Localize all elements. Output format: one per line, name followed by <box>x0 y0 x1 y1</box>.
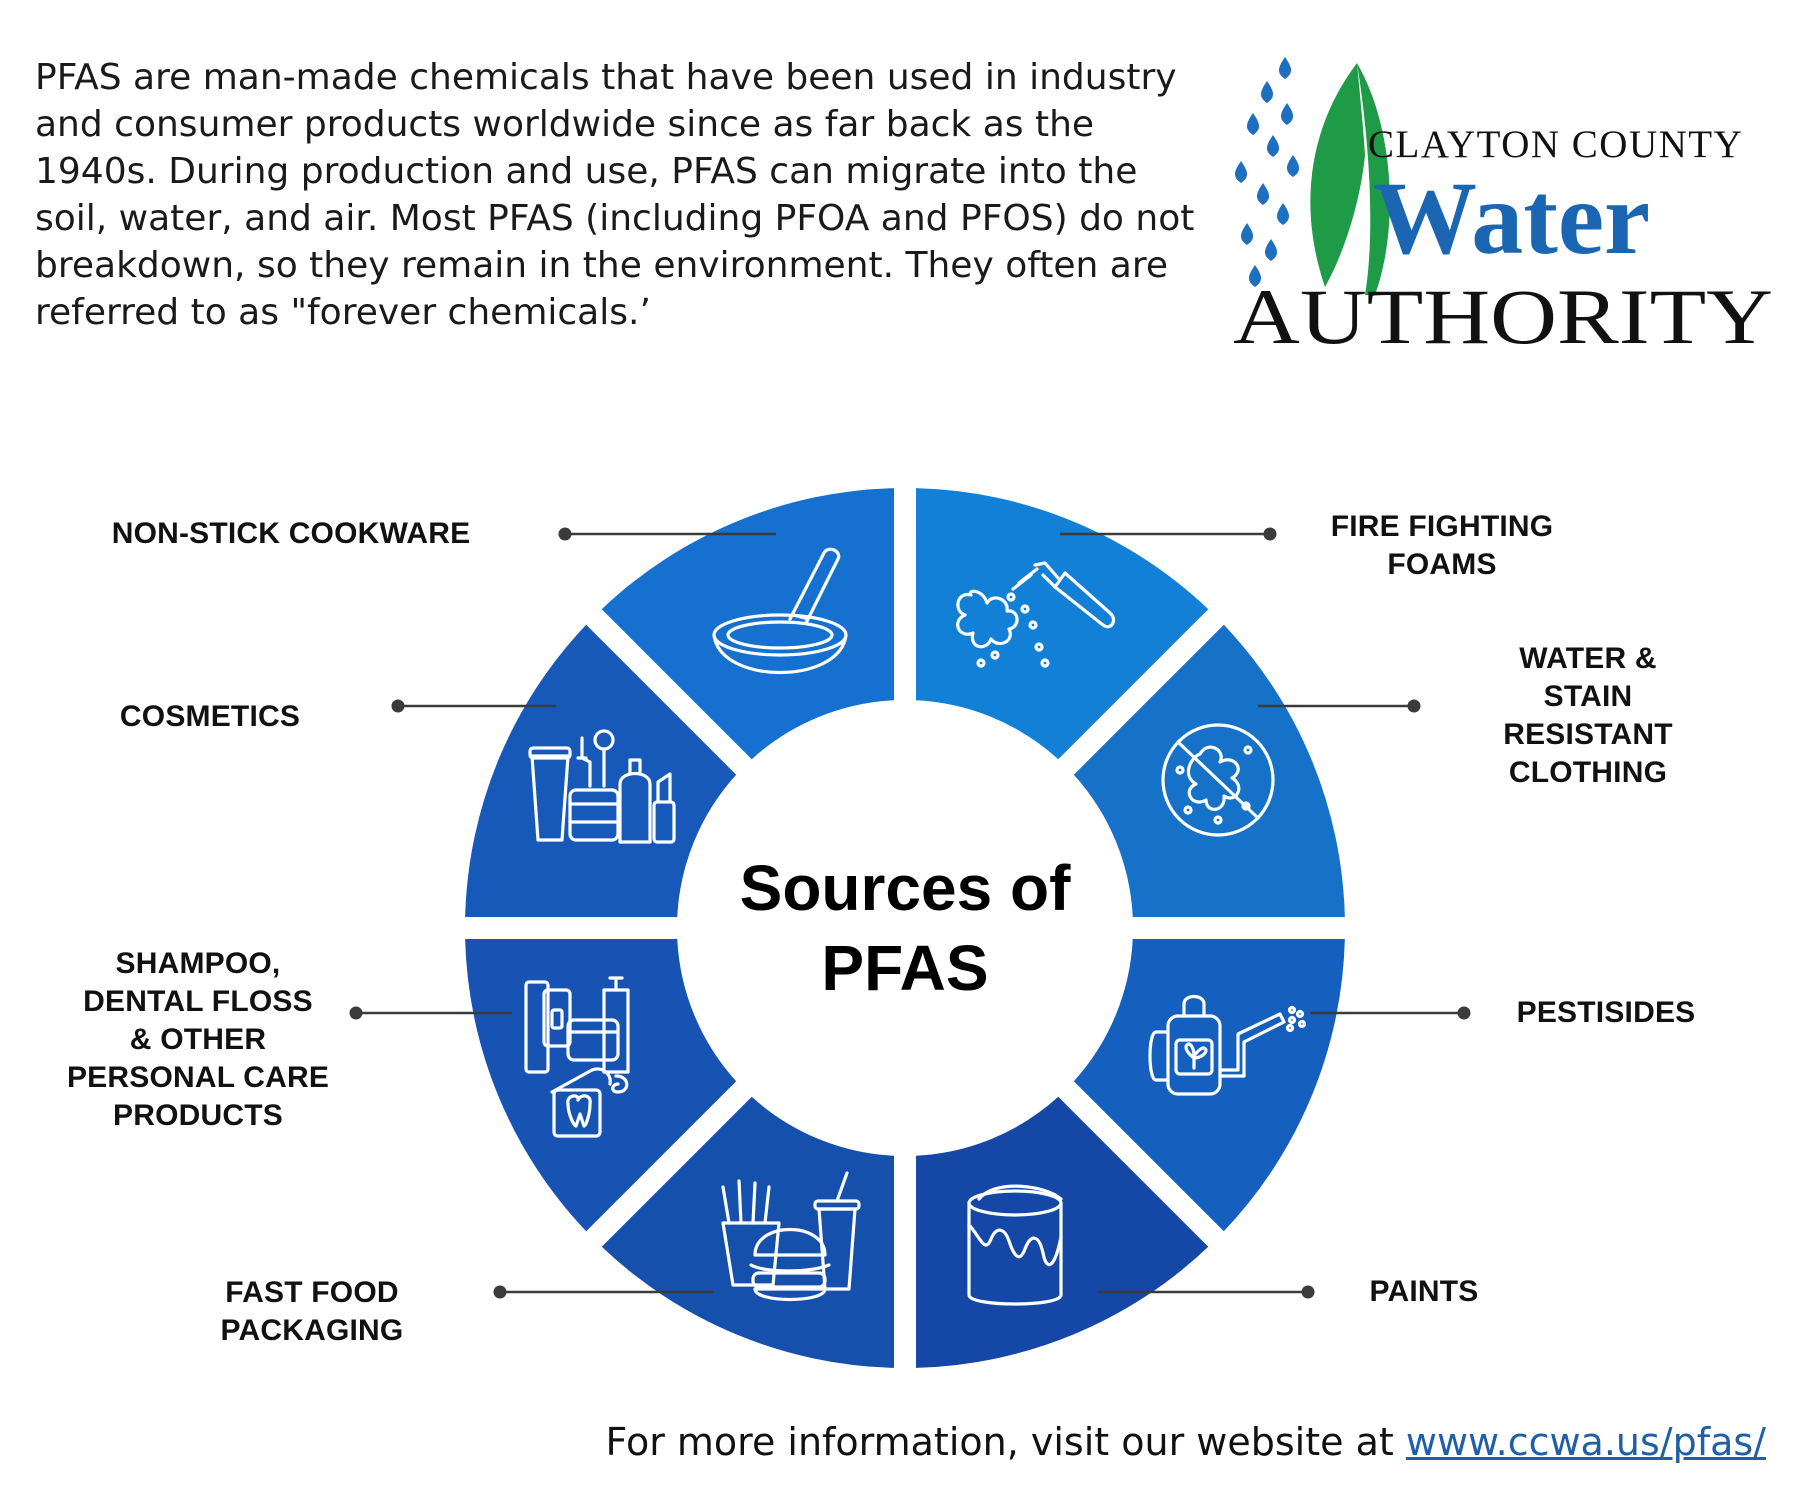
footer <box>605 1420 1766 1464</box>
label-paints: PAINTS <box>1369 1275 1479 1308</box>
logo-clayton-county: CLAYTON COUNTY <box>1368 123 1744 166</box>
label-cosmetics: COSMETICS <box>119 700 301 733</box>
label-fire-fighting-foams: FIRE FIGHTING FOAMS <box>1330 510 1554 581</box>
label-water-stain-clothing: WATER & STAIN RESISTANT CLOTHING <box>1503 642 1673 789</box>
footer-text: For more information, visit our website at <box>605 1420 1406 1464</box>
label-fast-food-packaging: FAST FOOD PACKAGING <box>220 1276 404 1347</box>
logo-authority: AUTHORITY <box>1233 273 1773 360</box>
logo-water: Water <box>1373 161 1651 276</box>
intro-paragraph: PFAS are man-made chemicals that have been used in industry and consumer products worldwide since as far back as the 1940s. During production and use, PFAS can migrate into the soil, water, and air. Most PFAS (including PFOA and PFOS) do not breakdown, so they remain in the environment. They often are referred to as "forever chemicals.’ <box>35 57 1195 333</box>
center-title: Sources of PFAS <box>739 852 1071 1004</box>
label-personal-care: SHAMPOO, DENTAL FLOSS & OTHER PERSONAL CARE PRODUCTS <box>66 947 330 1132</box>
website-link[interactable]: www.ccwa.us/pfas/ <box>1405 1420 1766 1464</box>
label-non-stick-cookware: NON-STICK COOKWARE <box>111 517 471 550</box>
label-pestisides: PESTISIDES <box>1516 996 1696 1029</box>
